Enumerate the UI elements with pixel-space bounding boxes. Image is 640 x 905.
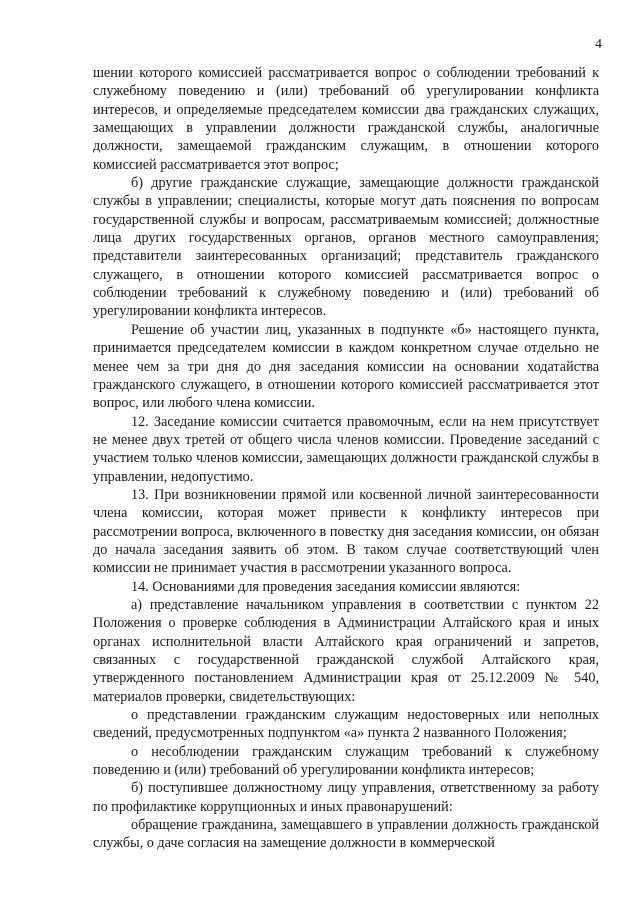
paragraph: Решение об участии лиц, указанных в подпункте «б» настоящего пункта, принимается председателем комиссии в каждом конкретном случае отдельно не менее чем за три дня до дня заседания комиссии на основании ходатайства гражданского служащего, в отношении которого комиссией рассматривается этот вопрос, или любого члена комиссии. [93, 321, 599, 412]
paragraph: б) другие гражданские служащие, замещающие должности гражданской службы в управлении; специалисты, которые могут дать пояснения по вопросам государственной службы и вопросам, рассматриваемым комиссией; должностные лица других государственных органов, органов местного самоуправления; представители заинтересованных организаций; представитель гражданского служащего, в отношении которого комиссией рассматривается вопрос о соблюдении требований к служебному поведению и (или) требований об урегулировании конфликта интересов. [93, 175, 599, 320]
paragraph: 12. Заседание комиссии считается правомочным, если на нем присутствует не менее двух третей от общего числа членов комиссии. Проведение заседаний с участием только членов комиссии, замещающих должности гражданской службы в управлении, недопустимо. [93, 413, 599, 485]
paragraph: б) поступившее должностному лицу управления, ответственному за работу по профилактике коррупционных и иных правонарушений: [93, 780, 599, 815]
paragraph: шении которого комиссией рассматривается вопрос о соблюдении требований к служебному поведению и (или) требований об урегулировании конфликта интересов, и определяемые председателем комиссии два гражданских служащих, замещающих в управлении должности гражданской службы, аналогичные должности, замещаемой гражданским служащим, в отношении которого комиссией рассматривается этот вопрос; [93, 65, 599, 173]
paragraph: о несоблюдении гражданским служащим требований к служебному поведению и (или) требований об урегулировании конфликта интересов; [93, 743, 599, 779]
paragraph: обращение гражданина, замещавшего в управлении должность гражданской службы, о даче согласия на замещение должности в коммерческой [93, 817, 599, 852]
paragraph: 14. Основаниями для проведения заседания комиссии являются: [131, 578, 521, 595]
paragraph: 13. При возникновении прямой или косвенной личной заинтересованности члена комиссии, которая может привести к конфликту интересов при рассмотрении вопроса, включенного в повестку дня заседания комиссии, он обязан до начала заседания заявить об этом. В таком случае соответствующий член комиссии не принимает участия в рассмотрении указанного вопроса. [93, 486, 599, 577]
paragraph: о представлении гражданским служащим недостоверных или неполных сведений, предусмотренных подпунктом «а» пункта 2 названного Положения; [93, 707, 599, 742]
paragraph: а) представление начальником управления в соответствии с пунктом 22 Положения о проверке соблюдения в Администрации Алтайского края и иных органах исполнительной власти Алтайского края ограничений и запретов, связанных с государственной гражданской службой Алтайского края, утвержденного постановлением Администрации края от 25.12.2009 № 540, материалов проверки, свидетельствующих: [93, 596, 599, 705]
document-body [93, 64, 599, 853]
page-number: 4 [595, 37, 602, 52]
